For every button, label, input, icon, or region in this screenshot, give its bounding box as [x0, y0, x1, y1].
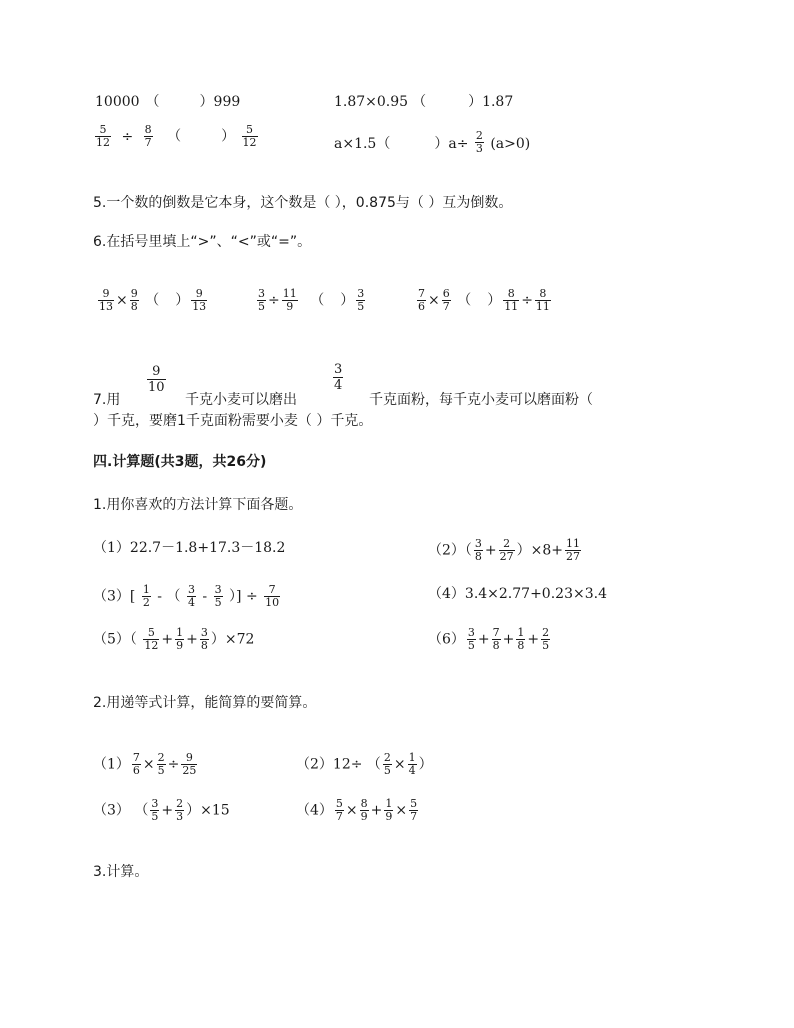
compare-row-2: $\frac{5}{12}$ ÷ $\frac{8}{7}$ （ ） $\frac{5}{12}$: [96, 123, 257, 149]
question-7-prefix: 7.用: [93, 392, 121, 408]
s4-q1-p2: （2）（ $\frac{3}{8}$ + $\frac{2}{27}$ ）×8+ $\frac{11}{27}$: [428, 537, 581, 563]
compare-right-a: 999: [213, 94, 241, 110]
question-6-item-2: $\frac{3}{5}$ ÷ $\frac{11}{9}$ （ ） $\frac{3}{5}$: [258, 287, 365, 313]
compare-right-d: a÷: [448, 136, 469, 152]
fraction: $\frac{5}{12}$: [242, 123, 257, 149]
compare-left-a: 10000: [95, 94, 140, 110]
s4-q1-p1: （1）22.7－1.8+17.3－18.2: [93, 540, 286, 556]
question-7-suffix: 千克面粉，每千克小麦可以磨面粉（: [369, 392, 593, 408]
s4-q1-title: 1.用你喜欢的方法计算下面各题。: [93, 497, 303, 513]
s4-q2-p2: （2）12÷ （ $\frac{2}{5}$ × $\frac{1}{4}$ ）: [296, 751, 433, 777]
compare-left-b: 1.87×0.95: [334, 94, 409, 110]
s4-q1-p5: （5）（ $\frac{5}{12}$ + $\frac{1}{9}$ + $\frac{3}{8}$ ）×72: [93, 626, 255, 652]
condition: (a>0): [490, 136, 531, 152]
s4-q2-p4: （4） $\frac{5}{7}$ × $\frac{8}{9}$ + $\frac{1}{9}$ × $\frac{5}{7}$: [296, 797, 418, 823]
question-5: 5.一个数的倒数是它本身，这个数是（ ），0.875与（ ）互为倒数。: [93, 195, 513, 211]
section-4-title: 四.计算题(共3题，共26分): [93, 454, 267, 470]
fraction: $\frac{5}{12}$: [96, 123, 110, 149]
fraction: $\frac{2}{3}$: [475, 129, 483, 155]
s4-q1-p3: （3）[ $\frac{1}{2}$ - （ $\frac{3}{4}$ - $\frac{3}{5}$ ）] ÷ $\frac{7}{10}$: [93, 583, 280, 609]
compare-row-1: 10000 （ ）999: [95, 94, 241, 110]
question-6-title: 6.在括号里填上“>”、“<”或“=”。: [93, 234, 312, 250]
s4-q1-p6: （6） $\frac{3}{5}$ + $\frac{7}{8}$ + $\frac{1}{8}$ + $\frac{2}{5}$: [428, 626, 550, 652]
divide-sign: ÷: [121, 128, 134, 145]
s4-q1-p4: （4）3.4×2.77+0.23×3.4: [428, 586, 607, 602]
question-6-item-3: $\frac{7}{6}$ × $\frac{6}{7}$ （ ） $\frac{8}{11}$ ÷ $\frac{8}{11}$: [418, 287, 550, 313]
open-paren: （: [145, 94, 160, 110]
compare-right-b: 1.87: [482, 94, 514, 110]
compare-row-1b: 1.87×0.95 （ ）1.87: [334, 94, 514, 110]
s4-q2-title: 2.用递等式计算，能简算的要简算。: [93, 695, 317, 711]
compare-left-d: a×1.5: [334, 136, 377, 152]
s4-q3-title: 3.计算。: [93, 864, 149, 880]
question-7-mid: 千克小麦可以磨出: [185, 392, 297, 408]
q7-fraction-1: $\frac{9}{10}$: [148, 364, 165, 395]
fraction: $\frac{8}{7}$: [144, 123, 152, 149]
compare-row-2b: a×1.5（ ）a÷ $\frac{2}{3}$ (a>0): [334, 129, 531, 155]
question-6-item-1: $\frac{9}{13}$ × $\frac{9}{8}$ （ ） $\frac{9}{13}$: [99, 287, 207, 313]
s4-q2-p1: （1） $\frac{7}{6}$ × $\frac{2}{5}$ ÷ $\frac{9}{25}$: [93, 751, 197, 777]
q7-fraction-2: $\frac{3}{4}$: [334, 362, 343, 393]
s4-q2-p3: （3） （ $\frac{3}{5}$ + $\frac{2}{3}$ ）×15: [93, 797, 230, 823]
question-7-line2: ）千克，要磨1千克面粉需要小麦（ ）千克。: [93, 413, 373, 429]
